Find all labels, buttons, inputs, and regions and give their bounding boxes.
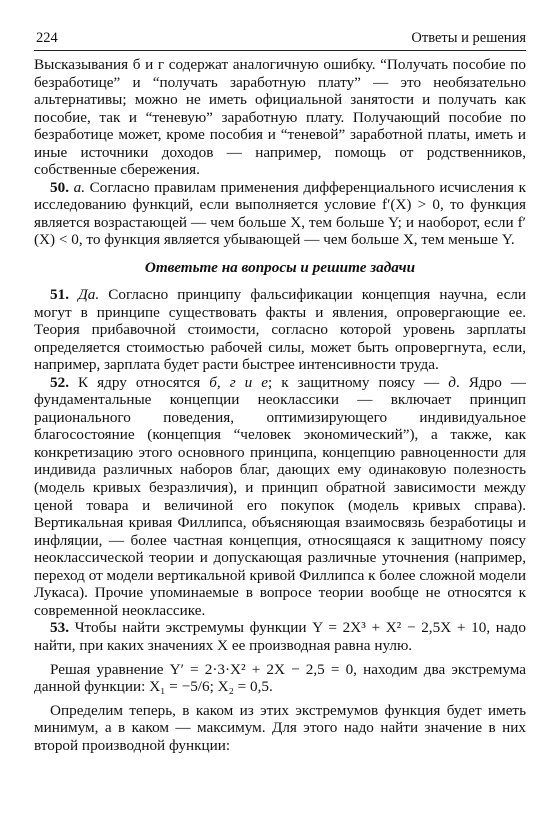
belt-letter: д [448, 373, 456, 391]
question-number: 50. [50, 178, 69, 196]
answer-text-b: ; к защитному поясу — [268, 373, 449, 391]
answer-51 [34, 286, 526, 374]
next-step-paragraph: Определим теперь, в каком из этих экстремумов функция будет иметь минимум, а в каком — максимум. Для этого надо найти значение в них второй производной функции: [34, 701, 526, 754]
page-header [34, 28, 526, 51]
answer-letter: а. [73, 178, 85, 196]
answer-text: Чтобы найти экстремумы функции Y = 2X³ + X² − 2,5X + 10, надо найти, при каких значениях X ее производная равна нулю. [34, 619, 527, 654]
solve-paragraph: Решая уравнение Y′ = 2·3·X² + 2X − 2,5 = 0, находим два экстремума данной функции: X₁ = −5/6; X₂ = 0,5. [34, 660, 526, 696]
answer-text: Согласно правилам применения дифференциального исчисления к исследованию функций, если выполняется условие f′(X) > 0, то функция является возрастающей — чем больше X, тем больше Y; и наоборот, если f′(X) < 0, то функция является убывающей — чем больше X, тем меньше Y. [34, 178, 527, 249]
answer-text: Согласно принципу фальсификации концепция научна, если могут в принципе существовать факты и явления, опровергающие ее. Теория прибавочной стоимости, согласно которой уровень зарплаты определяется стоимостью рабочей силы, может быть опровергнута, если, например, зарплата будет расти быстрее интенсивности труда. [34, 286, 527, 374]
answer-52 [34, 374, 526, 620]
page-number: 224 [36, 30, 58, 46]
running-head: Ответы и решения [411, 30, 526, 46]
answer-text-a: К ядру относятся [78, 373, 210, 391]
answer-letter: Да. [78, 286, 100, 304]
question-number: 52. [50, 373, 69, 391]
core-letters: б, г и е [209, 373, 269, 391]
page-content [34, 56, 526, 754]
answer-53 [34, 619, 526, 654]
section-heading: Ответьте на вопросы и решите задачи [144, 259, 416, 277]
answer-text-c: . Ядро — фундаментальные концепции неоклассики — включает принцип рационального поведения, оптимизирующего индивидуальное благосостояние (концепция “человек экономический”), а также, как конкретизацию этого основного принципа, концепцию равноценности для индивида различных наборов благ, дающих ему одинаковую полезность (модель кривых безразличия), и принцип обратной зависимости между ценой товара и величиной его покупок (модель кривых справа). Вертикальная кривая Филлипса, объясняющая взаимосвязь безработицы и инфляции, — более частная концепция, относящаяся к защитному поясу неоклассической теории и допускающая различные уточнения (например, переход от модели вертикальной кривой Филлипса к более сложной модели Лукаса). Прочие упоминаемые в вопросе теории вообще не относятся к современной неоклассике. [34, 373, 526, 619]
question-number: 51. [50, 286, 69, 304]
question-number: 53. [50, 619, 69, 637]
answer-50 [34, 179, 526, 249]
paragraph-intro: Высказывания б и г содержат аналогичную ошибку. “Получать пособие по безработице” и “получать заработную плату” — это необязательно альтернативы; можно не иметь официальной занятости и получать как пособие, так и “теневую” заработную плату. Получающий пособие по безработице может, кроме пособия и “теневой” заработной платы, иметь и иные источники доходов — например, помощь от родственников, собственные сбережения. [34, 56, 526, 179]
